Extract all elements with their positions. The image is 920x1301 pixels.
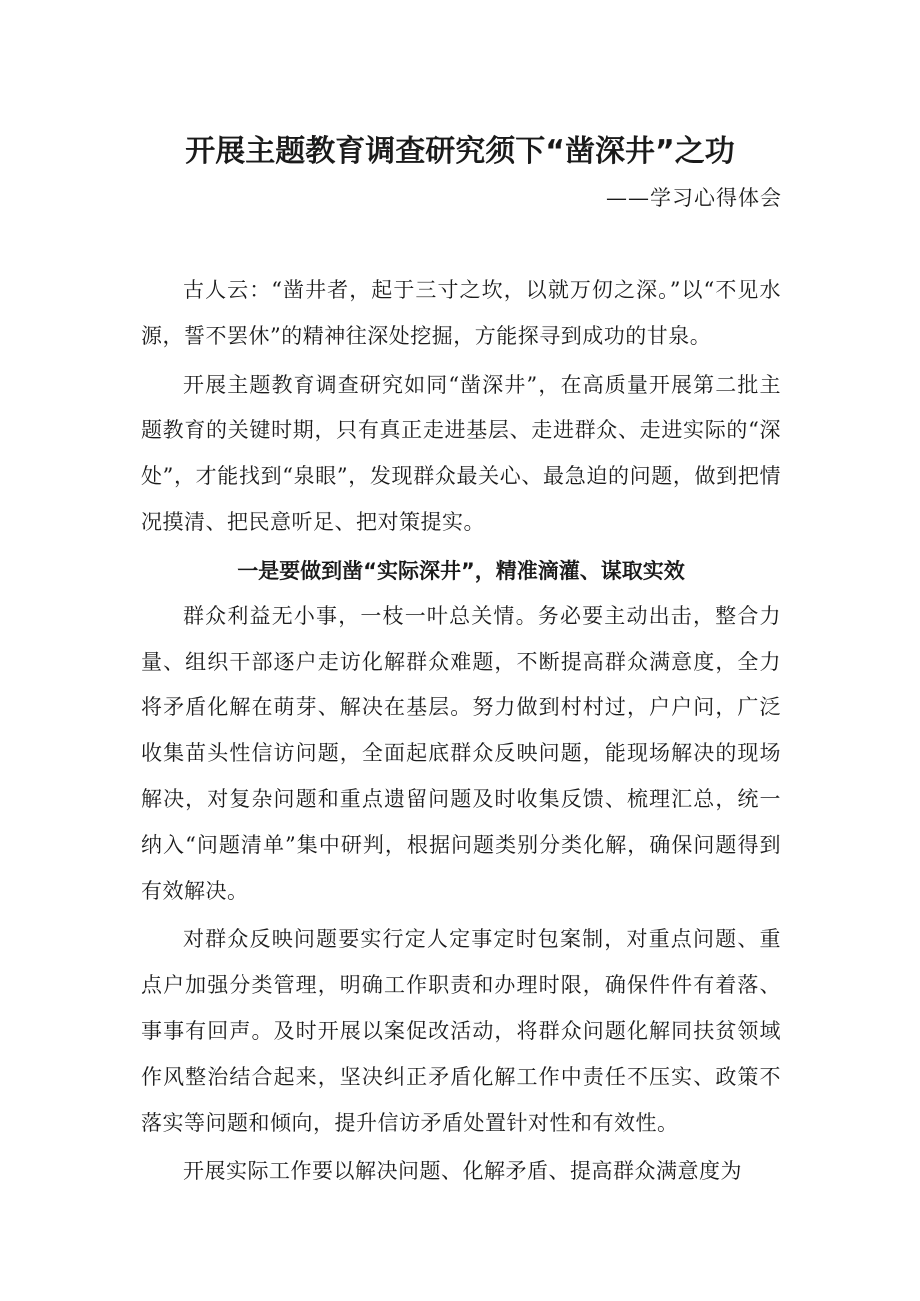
paragraph-5: 开展实际工作要以解决问题、化解矛盾、提高群众满意度为: [183, 1159, 742, 1184]
document-subtitle: ——学习心得体会: [606, 186, 782, 210]
paragraph-2: 开展主题教育调查研究如同“凿深井”，在高质量开展第二批主题教育的关键时期，只有真正走进基层、走进群众、走进实际的“深处”，才能找到“泉眼”，发现群众最关心、最急迫的问题，做到把情况摸清、把民意听足、把对策提实。: [141, 372, 781, 534]
paragraph-4: 对群众反映问题要实行定人定事定时包案制，对重点问题、重点户加强分类管理，明确工作职责和办理时限，确保件件有着落、事事有回声。及时开展以案促改活动，将群众问题化解同扶贫领域作风整治结合起来，坚决纠正矛盾化解工作中责任不压实、政策不落实等问题和倾向，提升信访矛盾处置针对性和有效性。: [141, 927, 781, 1135]
section-heading: 一是要做到凿“实际深井”，精准滴灌、谋取实效: [237, 558, 685, 583]
document-body: [141, 268, 781, 1195]
document-title: 开展主题教育调查研究须下“凿深井”之功: [185, 134, 735, 169]
paragraph-3: 群众利益无小事，一枝一叶总关情。务必要主动出击，整合力量、组织干部逐户走访化解群众难题，不断提高群众满意度，全力将矛盾化解在萌芽、解决在基层。努力做到村村过，户户问，广泛收集苗头性信访问题，全面起底群众反映问题，能现场解决的现场解决，对复杂问题和重点遗留问题及时收集反馈、梳理汇总，统一纳入“问题清单”集中研判，根据问题类别分类化解，确保问题得到有效解决。: [141, 603, 781, 903]
paragraph-1: 古人云：“凿井者，起于三寸之坎，以就万仞之深。”以“不见水源，誓不罢休”的精神往深处挖掘，方能探寻到成功的甘泉。: [141, 278, 781, 348]
